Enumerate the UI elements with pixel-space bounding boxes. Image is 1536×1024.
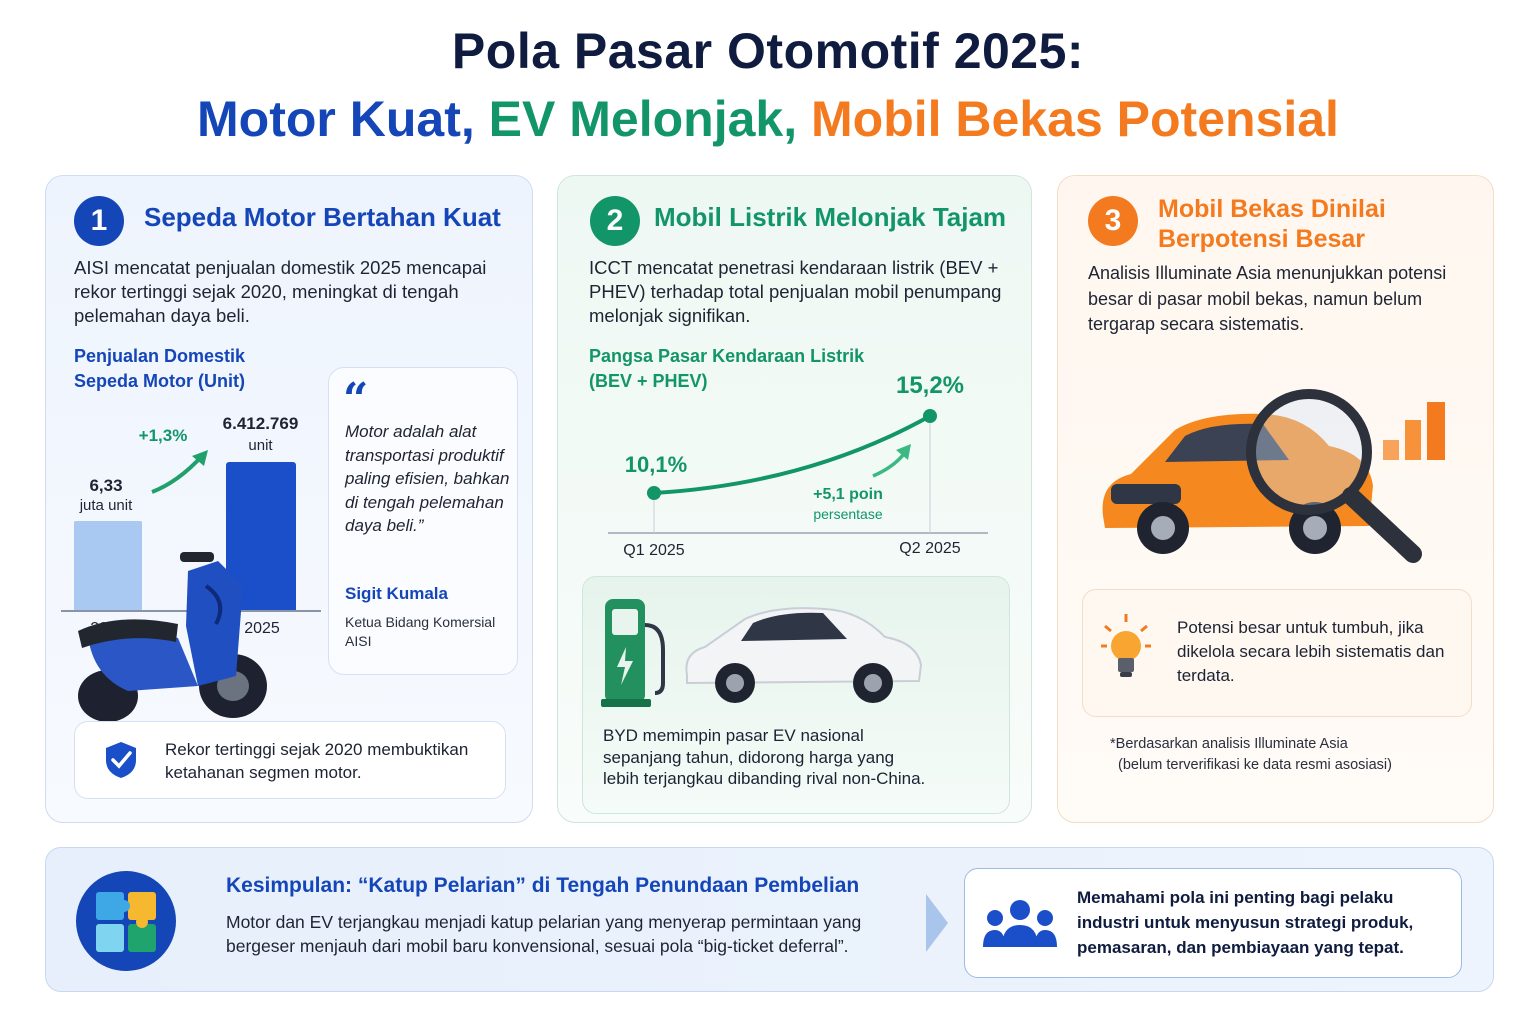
- growth-arrow-icon: [148, 448, 210, 496]
- bar-2024-unit: juta unit: [79, 497, 133, 514]
- subtitle-ev: EV Melonjak,: [488, 91, 798, 147]
- quote-text: Motor adalah alat transportasi produktif paling efisien, bahkan di tengah pelemahan daya beli.”: [345, 422, 510, 535]
- label-q2: Q2 2025: [899, 540, 961, 557]
- scooter-icon: [68, 546, 283, 721]
- electric-car-icon: [675, 597, 935, 707]
- potential-note: [1082, 589, 1472, 717]
- chart-title: Pangsa Pasar Kendaraan Listrik (BEV + PHEV): [589, 346, 865, 391]
- people-group-icon: [983, 897, 1057, 949]
- delta-arrow-icon: [873, 451, 906, 476]
- point-q1: [647, 486, 661, 500]
- panel-number-badge: 1: [74, 196, 124, 246]
- delta-unit: persentase: [813, 506, 883, 522]
- panel-heading: Mobil Listrik Melonjak Tajam: [654, 202, 1007, 232]
- conclusion-body: Motor dan EV terjangkau menjadi katup pelarian yang menyerap permintaan yang bergeser menjauh dari mobil baru konvensional, sesuai pola “big-ticket deferral”.: [226, 912, 862, 956]
- motorcycle-panel: [45, 175, 533, 823]
- quote-author: Sigit Kumala: [345, 584, 448, 603]
- puzzle-icon: [76, 862, 176, 980]
- panel-heading: Mobil Bekas Dinilai Berpotensi Besar: [1158, 195, 1386, 253]
- label-q1: Q1 2025: [623, 542, 685, 559]
- ev-panel: [557, 175, 1032, 823]
- growth-label: +1,3%: [138, 426, 188, 445]
- year-2025-label: 2025: [244, 620, 280, 637]
- potential-note-text: Potensi besar untuk tumbuh, jika dikelola secara lebih sistematis dan terdata.: [1177, 618, 1445, 685]
- page-subtitle: [0, 90, 1536, 148]
- chevron-right-icon: [924, 892, 950, 954]
- chart-title: Penjualan Domestik Sepeda Motor (Unit): [74, 346, 246, 391]
- subtitle-motor: Motor Kuat,: [197, 91, 475, 147]
- record-note-text: Rekor tertinggi sejak 2020 membuktikan ketahanan segmen motor.: [165, 740, 469, 782]
- conclusion-banner: [45, 847, 1494, 992]
- panel-number-badge: 2: [590, 196, 640, 246]
- shield-check-icon: [103, 740, 139, 780]
- ev-note-card: [582, 576, 1010, 814]
- panel-body-text: ICCT mencatat penetrasi kendaraan listrik (BEV + PHEV) terhadap total penjualan mobil penumpang melonjak signifikan.: [589, 257, 1002, 326]
- value-q2: 15,2%: [895, 372, 965, 399]
- footnote-source: *Berdasarkan analisis Illuminate Asia: [1110, 736, 1348, 752]
- panel-body-text: AISI mencatat penjualan domestik 2025 mencapai rekor tertinggi sejak 2020, meningkat di tengah pelemahan daya beli.: [74, 257, 487, 326]
- quote-mark-icon: “: [343, 374, 369, 425]
- bar-2025-value: 6.412.769: [222, 414, 299, 433]
- page-title: Pola Pasar Otomotif 2025:: [451, 23, 1085, 79]
- value-q1: 10,1%: [624, 452, 688, 477]
- used-car-panel: [1057, 175, 1494, 823]
- industry-callout-text: Memahami pola ini penting bagi pelaku industri untuk menyusun strategi produk, pemasaran, dan pembiayaan yang tepat.: [1077, 888, 1414, 957]
- delta-label: +5,1 poin: [813, 486, 883, 503]
- charging-station-icon: [601, 595, 676, 710]
- bar-2025-unit: unit: [248, 437, 273, 454]
- ev-note-text: BYD memimpin pasar EV nasional sepanjang tahun, didorong harga yang lebih terjangkau dibanding rival non-China.: [603, 726, 926, 788]
- conclusion-heading: Kesimpulan: “Katup Pelarian” di Tengah Penundaan Pembelian: [226, 874, 860, 897]
- lightbulb-icon: [1101, 614, 1151, 682]
- point-q2: [923, 409, 937, 423]
- panel-number-badge: 3: [1088, 196, 1138, 246]
- quote-role: Ketua Bidang Komersial AISI: [345, 614, 496, 649]
- quote-card: [328, 367, 518, 675]
- bar-2024-value: 6,33: [89, 476, 123, 495]
- panel-heading: Sepeda Motor Bertahan Kuat: [144, 202, 501, 232]
- subtitle-used-car: Mobil Bekas Potensial: [811, 91, 1339, 147]
- used-car-magnifier-icon: [1093, 376, 1493, 571]
- industry-callout: [964, 868, 1462, 978]
- record-note: [74, 721, 506, 799]
- footnote-disclaimer: (belum terverifikasi ke data resmi asosiasi): [1118, 757, 1392, 773]
- panel-body-text: Analisis Illuminate Asia menunjukkan potensi besar di pasar mobil bekas, namun belum tergarap secara sistematis.: [1088, 263, 1447, 334]
